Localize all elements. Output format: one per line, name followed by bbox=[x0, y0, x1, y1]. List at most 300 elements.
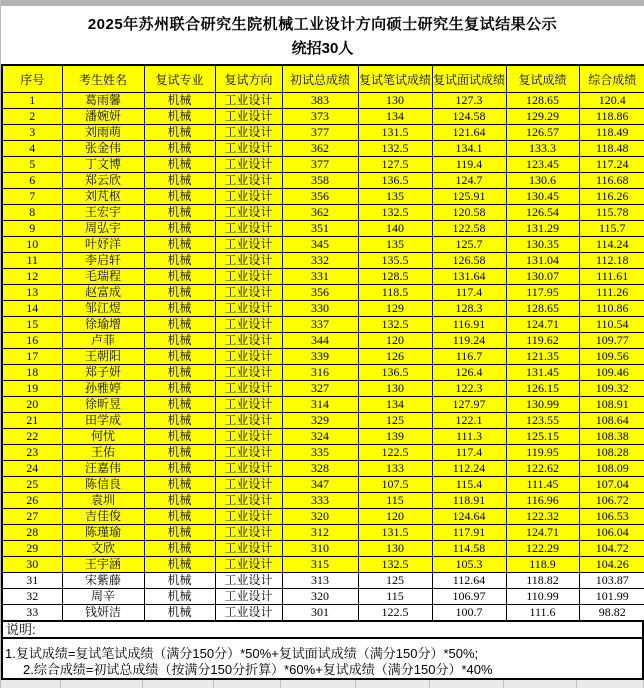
table-cell: 116.68 bbox=[579, 173, 644, 189]
table-cell: 30 bbox=[2, 557, 62, 573]
table-cell: 351 bbox=[282, 221, 358, 237]
table-cell: 333 bbox=[282, 493, 358, 509]
table-cell: 工业设计 bbox=[215, 157, 282, 173]
table-cell: 机械 bbox=[144, 157, 215, 173]
table-cell: 108.09 bbox=[579, 461, 644, 477]
table-cell: 109.46 bbox=[579, 365, 644, 381]
table-cell: 122.5 bbox=[358, 445, 432, 461]
table-cell: 111.61 bbox=[579, 269, 644, 285]
table-cell: 20 bbox=[2, 397, 62, 413]
table-row bbox=[2, 285, 644, 301]
table-cell: 25 bbox=[2, 477, 62, 493]
note-line-1: 1.复试成绩=复试笔试成绩（满分150分）*50%+复试面试成绩（满分150分）*50%; bbox=[5, 646, 479, 661]
table-cell: 335 bbox=[282, 445, 358, 461]
table-cell: 葛雨馨 bbox=[62, 93, 144, 109]
table-cell: 104.26 bbox=[579, 557, 644, 573]
table-cell: 115.4 bbox=[432, 477, 506, 493]
table-row bbox=[2, 493, 644, 509]
table-cell: 135 bbox=[358, 237, 432, 253]
table-cell: 122.32 bbox=[506, 509, 579, 525]
table-cell: 316 bbox=[282, 365, 358, 381]
table-cell: 320 bbox=[282, 509, 358, 525]
table-cell: 315 bbox=[282, 557, 358, 573]
table-cell: 工业设计 bbox=[215, 93, 282, 109]
page-subtitle: 统招30人 bbox=[291, 39, 354, 57]
table-cell: 机械 bbox=[144, 381, 215, 397]
table-row bbox=[2, 221, 644, 237]
table-cell: 工业设计 bbox=[215, 381, 282, 397]
table-cell: 120 bbox=[358, 333, 432, 349]
table-row bbox=[2, 301, 644, 317]
table-cell: 320 bbox=[282, 589, 358, 605]
table-cell: 工业设计 bbox=[215, 445, 282, 461]
table-row bbox=[2, 317, 644, 333]
table-cell: 133.3 bbox=[506, 141, 579, 157]
table-cell: 124.64 bbox=[432, 509, 506, 525]
table-cell: 116.26 bbox=[579, 189, 644, 205]
table-row bbox=[2, 189, 644, 205]
table-cell: 115 bbox=[358, 493, 432, 509]
table-cell: 100.7 bbox=[432, 605, 506, 622]
table-row bbox=[2, 461, 644, 477]
table-cell: 337 bbox=[282, 317, 358, 333]
table-cell: 125 bbox=[358, 573, 432, 589]
table-cell: 叶妤洋 bbox=[62, 237, 144, 253]
table-cell: 118.5 bbox=[358, 285, 432, 301]
table-cell: 文欣 bbox=[62, 541, 144, 557]
table-row bbox=[2, 397, 644, 413]
table-cell: 134 bbox=[358, 397, 432, 413]
table-cell: 108.91 bbox=[579, 397, 644, 413]
table-cell: 工业设计 bbox=[215, 221, 282, 237]
empty-sheet-cell bbox=[214, 680, 281, 688]
table-cell: 107.04 bbox=[579, 477, 644, 493]
table-row bbox=[2, 605, 644, 622]
table-cell: 李启轩 bbox=[62, 253, 144, 269]
table-cell: 128.5 bbox=[358, 269, 432, 285]
table-cell: 24 bbox=[2, 461, 62, 477]
table-cell: 机械 bbox=[144, 109, 215, 125]
table-row bbox=[2, 445, 644, 461]
table-cell: 28 bbox=[2, 525, 62, 541]
table-cell: 130.6 bbox=[506, 173, 579, 189]
table-cell: 128.65 bbox=[506, 93, 579, 109]
table-cell: 377 bbox=[282, 125, 358, 141]
table-row bbox=[2, 365, 644, 381]
table-cell: 工业设计 bbox=[215, 109, 282, 125]
table-cell: 工业设计 bbox=[215, 429, 282, 445]
table-cell: 工业设计 bbox=[215, 269, 282, 285]
table-cell: 工业设计 bbox=[215, 317, 282, 333]
table-cell: 3 bbox=[2, 125, 62, 141]
table-cell: 129.29 bbox=[506, 109, 579, 125]
table-row bbox=[2, 109, 644, 125]
table-cell: 122.58 bbox=[432, 221, 506, 237]
table-cell: 赵富成 bbox=[62, 285, 144, 301]
table-cell: 110.99 bbox=[506, 589, 579, 605]
header-cell-3: 复试方向 bbox=[215, 65, 282, 93]
table-cell: 4 bbox=[2, 141, 62, 157]
table-row bbox=[2, 93, 644, 109]
table-cell: 126.4 bbox=[432, 365, 506, 381]
table-cell: 工业设计 bbox=[215, 301, 282, 317]
notes-label-row bbox=[1, 622, 644, 639]
notes-block bbox=[1, 639, 644, 680]
table-cell: 工业设计 bbox=[215, 461, 282, 477]
table-cell: 330 bbox=[282, 301, 358, 317]
empty-sheet-cell bbox=[577, 680, 644, 688]
table-cell: 机械 bbox=[144, 237, 215, 253]
table-cell: 26 bbox=[2, 493, 62, 509]
table-row bbox=[2, 333, 644, 349]
table-cell: 工业设计 bbox=[215, 141, 282, 157]
table-cell: 114.24 bbox=[579, 237, 644, 253]
table-row bbox=[2, 573, 644, 589]
table-row bbox=[2, 589, 644, 605]
table-cell: 132.5 bbox=[358, 205, 432, 221]
page-title: 2025年苏州联合研究生院机械工业设计方向硕士研究生复试结果公示 bbox=[87, 15, 558, 33]
table-cell: 徐瑜增 bbox=[62, 317, 144, 333]
table-cell: 139 bbox=[358, 429, 432, 445]
table-cell: 22 bbox=[2, 429, 62, 445]
header-cell-7: 复试成绩 bbox=[506, 65, 579, 93]
table-row bbox=[2, 237, 644, 253]
table-cell: 324 bbox=[282, 429, 358, 445]
table-cell: 109.32 bbox=[579, 381, 644, 397]
table-cell: 机械 bbox=[144, 365, 215, 381]
header-cell-0: 序号 bbox=[2, 65, 62, 93]
table-cell: 109.77 bbox=[579, 333, 644, 349]
table-cell: 陈瑾瑜 bbox=[62, 525, 144, 541]
table-cell: 331 bbox=[282, 269, 358, 285]
table-cell: 124.71 bbox=[506, 525, 579, 541]
table-cell: 130.45 bbox=[506, 189, 579, 205]
table-cell: 机械 bbox=[144, 317, 215, 333]
table-cell: 周辛 bbox=[62, 589, 144, 605]
table-cell: 机械 bbox=[144, 429, 215, 445]
table-cell: 121.64 bbox=[432, 125, 506, 141]
table-cell: 124.7 bbox=[432, 173, 506, 189]
table-cell: 117.4 bbox=[432, 285, 506, 301]
table-cell: 机械 bbox=[144, 221, 215, 237]
table-cell: 机械 bbox=[144, 285, 215, 301]
table-row bbox=[2, 269, 644, 285]
table-cell: 机械 bbox=[144, 141, 215, 157]
table-cell: 工业设计 bbox=[215, 525, 282, 541]
table-cell: 108.38 bbox=[579, 429, 644, 445]
table-cell: 130.99 bbox=[506, 397, 579, 413]
table-cell: 110.54 bbox=[579, 317, 644, 333]
table-cell: 卢菲 bbox=[62, 333, 144, 349]
table-cell: 301 bbox=[282, 605, 358, 622]
empty-sheet-cell bbox=[61, 680, 143, 688]
table-cell: 120 bbox=[358, 509, 432, 525]
table-cell: 125.15 bbox=[506, 429, 579, 445]
table-cell: 111.45 bbox=[506, 477, 579, 493]
table-cell: 123.45 bbox=[506, 157, 579, 173]
table-cell: 29 bbox=[2, 541, 62, 557]
table-cell: 132.5 bbox=[358, 557, 432, 573]
table-row bbox=[2, 557, 644, 573]
table-cell: 129 bbox=[358, 301, 432, 317]
table-cell: 王宏宇 bbox=[62, 205, 144, 221]
table-row bbox=[2, 173, 644, 189]
table-cell: 131.5 bbox=[358, 525, 432, 541]
table-cell: 126 bbox=[358, 349, 432, 365]
table-cell: 117.4 bbox=[432, 445, 506, 461]
table-cell: 119.24 bbox=[432, 333, 506, 349]
table-row bbox=[2, 205, 644, 221]
table-cell: 112.64 bbox=[432, 573, 506, 589]
table-cell: 潘婉妍 bbox=[62, 109, 144, 125]
table-cell: 116.91 bbox=[432, 317, 506, 333]
table-cell: 12 bbox=[2, 269, 62, 285]
table-cell: 机械 bbox=[144, 189, 215, 205]
table-cell: 126.54 bbox=[506, 205, 579, 221]
table-cell: 119.95 bbox=[506, 445, 579, 461]
table-cell: 23 bbox=[2, 445, 62, 461]
table-cell: 118.49 bbox=[579, 125, 644, 141]
table-cell: 王佑 bbox=[62, 445, 144, 461]
table-cell: 郑子妍 bbox=[62, 365, 144, 381]
table-cell: 118.9 bbox=[506, 557, 579, 573]
table-cell: 1 bbox=[2, 93, 62, 109]
table-cell: 117.95 bbox=[506, 285, 579, 301]
table-cell: 135.5 bbox=[358, 253, 432, 269]
table-cell: 机械 bbox=[144, 445, 215, 461]
table-cell: 121.35 bbox=[506, 349, 579, 365]
table-cell: 132.5 bbox=[358, 141, 432, 157]
table-cell: 工业设计 bbox=[215, 349, 282, 365]
table-cell: 5 bbox=[2, 157, 62, 173]
table-row bbox=[2, 525, 644, 541]
table-cell: 109.56 bbox=[579, 349, 644, 365]
table-cell: 120.58 bbox=[432, 205, 506, 221]
table-cell: 131.04 bbox=[506, 253, 579, 269]
table-cell: 机械 bbox=[144, 525, 215, 541]
table-cell: 328 bbox=[282, 461, 358, 477]
table-cell: 122.5 bbox=[358, 605, 432, 622]
table-row bbox=[2, 429, 644, 445]
table-cell: 工业设计 bbox=[215, 397, 282, 413]
table-cell: 33 bbox=[2, 605, 62, 622]
table-cell: 工业设计 bbox=[215, 237, 282, 253]
table-cell: 356 bbox=[282, 189, 358, 205]
table-cell: 汪嘉伟 bbox=[62, 461, 144, 477]
table-cell: 张金伟 bbox=[62, 141, 144, 157]
table-cell: 机械 bbox=[144, 333, 215, 349]
table-cell: 115 bbox=[358, 589, 432, 605]
table-cell: 13 bbox=[2, 285, 62, 301]
table-cell: 130 bbox=[358, 381, 432, 397]
table-cell: 王朝阳 bbox=[62, 349, 144, 365]
table-cell: 110.86 bbox=[579, 301, 644, 317]
notes-label: 说明: bbox=[6, 622, 36, 637]
table-cell: 383 bbox=[282, 93, 358, 109]
table-cell: 工业设计 bbox=[215, 333, 282, 349]
table-cell: 32 bbox=[2, 589, 62, 605]
table-cell: 107.5 bbox=[358, 477, 432, 493]
table-cell: 122.62 bbox=[506, 461, 579, 477]
table-row bbox=[2, 509, 644, 525]
empty-sheet-cell bbox=[143, 680, 214, 688]
table-cell: 377 bbox=[282, 157, 358, 173]
table-cell: 机械 bbox=[144, 461, 215, 477]
table-cell: 120.4 bbox=[579, 93, 644, 109]
table-cell: 362 bbox=[282, 141, 358, 157]
table-cell: 114.58 bbox=[432, 541, 506, 557]
table-cell: 128.65 bbox=[506, 301, 579, 317]
table-cell: 9 bbox=[2, 221, 62, 237]
table-row bbox=[2, 381, 644, 397]
header-cell-8: 综合成绩 bbox=[579, 65, 644, 93]
table-cell: 31 bbox=[2, 573, 62, 589]
title-block bbox=[1, 6, 644, 64]
table-cell: 332 bbox=[282, 253, 358, 269]
table-cell: 机械 bbox=[144, 509, 215, 525]
table-cell: 袁圳 bbox=[62, 493, 144, 509]
table-cell: 118.86 bbox=[579, 109, 644, 125]
table-cell: 136.5 bbox=[358, 365, 432, 381]
table-cell: 机械 bbox=[144, 301, 215, 317]
table-row bbox=[2, 125, 644, 141]
table-cell: 111.26 bbox=[579, 285, 644, 301]
table-cell: 刘雨萌 bbox=[62, 125, 144, 141]
results-table-body bbox=[2, 93, 644, 622]
table-cell: 14 bbox=[2, 301, 62, 317]
table-cell: 126.57 bbox=[506, 125, 579, 141]
table-row bbox=[2, 141, 644, 157]
table-cell: 132.5 bbox=[358, 317, 432, 333]
table-cell: 115.78 bbox=[579, 205, 644, 221]
empty-sheet-cell bbox=[1, 680, 61, 688]
table-cell: 陈信良 bbox=[62, 477, 144, 493]
table-cell: 312 bbox=[282, 525, 358, 541]
table-cell: 106.04 bbox=[579, 525, 644, 541]
table-cell: 314 bbox=[282, 397, 358, 413]
table-cell: 吉佳俊 bbox=[62, 509, 144, 525]
table-cell: 373 bbox=[282, 109, 358, 125]
table-cell: 103.87 bbox=[579, 573, 644, 589]
table-cell: 117.91 bbox=[432, 525, 506, 541]
table-cell: 工业设计 bbox=[215, 189, 282, 205]
table-cell: 工业设计 bbox=[215, 541, 282, 557]
table-cell: 21 bbox=[2, 413, 62, 429]
table-cell: 106.97 bbox=[432, 589, 506, 605]
table-cell: 127.97 bbox=[432, 397, 506, 413]
table-cell: 工业设计 bbox=[215, 125, 282, 141]
table-cell: 125.7 bbox=[432, 237, 506, 253]
header-cell-2: 复试专业 bbox=[144, 65, 215, 93]
table-row bbox=[2, 253, 644, 269]
table-cell: 10 bbox=[2, 237, 62, 253]
table-cell: 钱妍洁 bbox=[62, 605, 144, 622]
table-cell: 124.71 bbox=[506, 317, 579, 333]
table-cell: 327 bbox=[282, 381, 358, 397]
table-cell: 孙雅婷 bbox=[62, 381, 144, 397]
table-cell: 15 bbox=[2, 317, 62, 333]
table-cell: 117.24 bbox=[579, 157, 644, 173]
table-row bbox=[2, 349, 644, 365]
table-cell: 丁文博 bbox=[62, 157, 144, 173]
table-cell: 工业设计 bbox=[215, 605, 282, 622]
table-cell: 机械 bbox=[144, 125, 215, 141]
table-cell: 6 bbox=[2, 173, 62, 189]
table-cell: 133 bbox=[358, 461, 432, 477]
table-cell: 工业设计 bbox=[215, 573, 282, 589]
table-cell: 27 bbox=[2, 509, 62, 525]
table-cell: 周弘宇 bbox=[62, 221, 144, 237]
table-cell: 116.7 bbox=[432, 349, 506, 365]
empty-sheet-cell bbox=[281, 680, 357, 688]
table-cell: 机械 bbox=[144, 205, 215, 221]
table-cell: 7 bbox=[2, 189, 62, 205]
table-cell: 工业设计 bbox=[215, 173, 282, 189]
sheet-gridlines-strip bbox=[1, 680, 644, 688]
table-cell: 130 bbox=[358, 541, 432, 557]
header-cell-1: 考生姓名 bbox=[62, 65, 144, 93]
table-row bbox=[2, 413, 644, 429]
table-cell: 124.58 bbox=[432, 109, 506, 125]
table-cell: 机械 bbox=[144, 269, 215, 285]
table-cell: 工业设计 bbox=[215, 253, 282, 269]
table-cell: 347 bbox=[282, 477, 358, 493]
table-cell: 毛瑞程 bbox=[62, 269, 144, 285]
table-cell: 111.6 bbox=[506, 605, 579, 622]
table-cell: 127.3 bbox=[432, 93, 506, 109]
table-cell: 112.18 bbox=[579, 253, 644, 269]
table-cell: 机械 bbox=[144, 397, 215, 413]
table-row bbox=[2, 477, 644, 493]
table-cell: 119.4 bbox=[432, 157, 506, 173]
table-cell: 机械 bbox=[144, 349, 215, 365]
table-cell: 131.64 bbox=[432, 269, 506, 285]
table-cell: 125 bbox=[358, 413, 432, 429]
table-cell: 118.91 bbox=[432, 493, 506, 509]
table-row bbox=[2, 541, 644, 557]
table-cell: 郑云欣 bbox=[62, 173, 144, 189]
empty-sheet-cell bbox=[356, 680, 430, 688]
table-cell: 工业设计 bbox=[215, 365, 282, 381]
table-cell: 108.64 bbox=[579, 413, 644, 429]
table-cell: 机械 bbox=[144, 93, 215, 109]
table-cell: 106.53 bbox=[579, 509, 644, 525]
table-cell: 344 bbox=[282, 333, 358, 349]
header-cell-4: 初试总成绩 bbox=[282, 65, 358, 93]
table-cell: 108.28 bbox=[579, 445, 644, 461]
table-cell: 宋紫藤 bbox=[62, 573, 144, 589]
table-cell: 136.5 bbox=[358, 173, 432, 189]
table-cell: 工业设计 bbox=[215, 205, 282, 221]
table-cell: 356 bbox=[282, 285, 358, 301]
table-cell: 358 bbox=[282, 173, 358, 189]
table-cell: 徐昕昱 bbox=[62, 397, 144, 413]
table-cell: 119.62 bbox=[506, 333, 579, 349]
table-cell: 刘芃枢 bbox=[62, 189, 144, 205]
table-cell: 131.5 bbox=[358, 125, 432, 141]
table-cell: 116.96 bbox=[506, 493, 579, 509]
table-cell: 134.1 bbox=[432, 141, 506, 157]
table-cell: 130.07 bbox=[506, 269, 579, 285]
table-cell: 98.82 bbox=[579, 605, 644, 622]
table-cell: 362 bbox=[282, 205, 358, 221]
table-cell: 工业设计 bbox=[215, 589, 282, 605]
table-cell: 104.72 bbox=[579, 541, 644, 557]
table-cell: 机械 bbox=[144, 477, 215, 493]
table-cell: 122.29 bbox=[506, 541, 579, 557]
note-line-2: 2.综合成绩=初试总成绩（按满分150分折算）*60%+复试成绩（满分150分）*40% bbox=[23, 662, 493, 677]
results-table-header bbox=[2, 65, 644, 93]
